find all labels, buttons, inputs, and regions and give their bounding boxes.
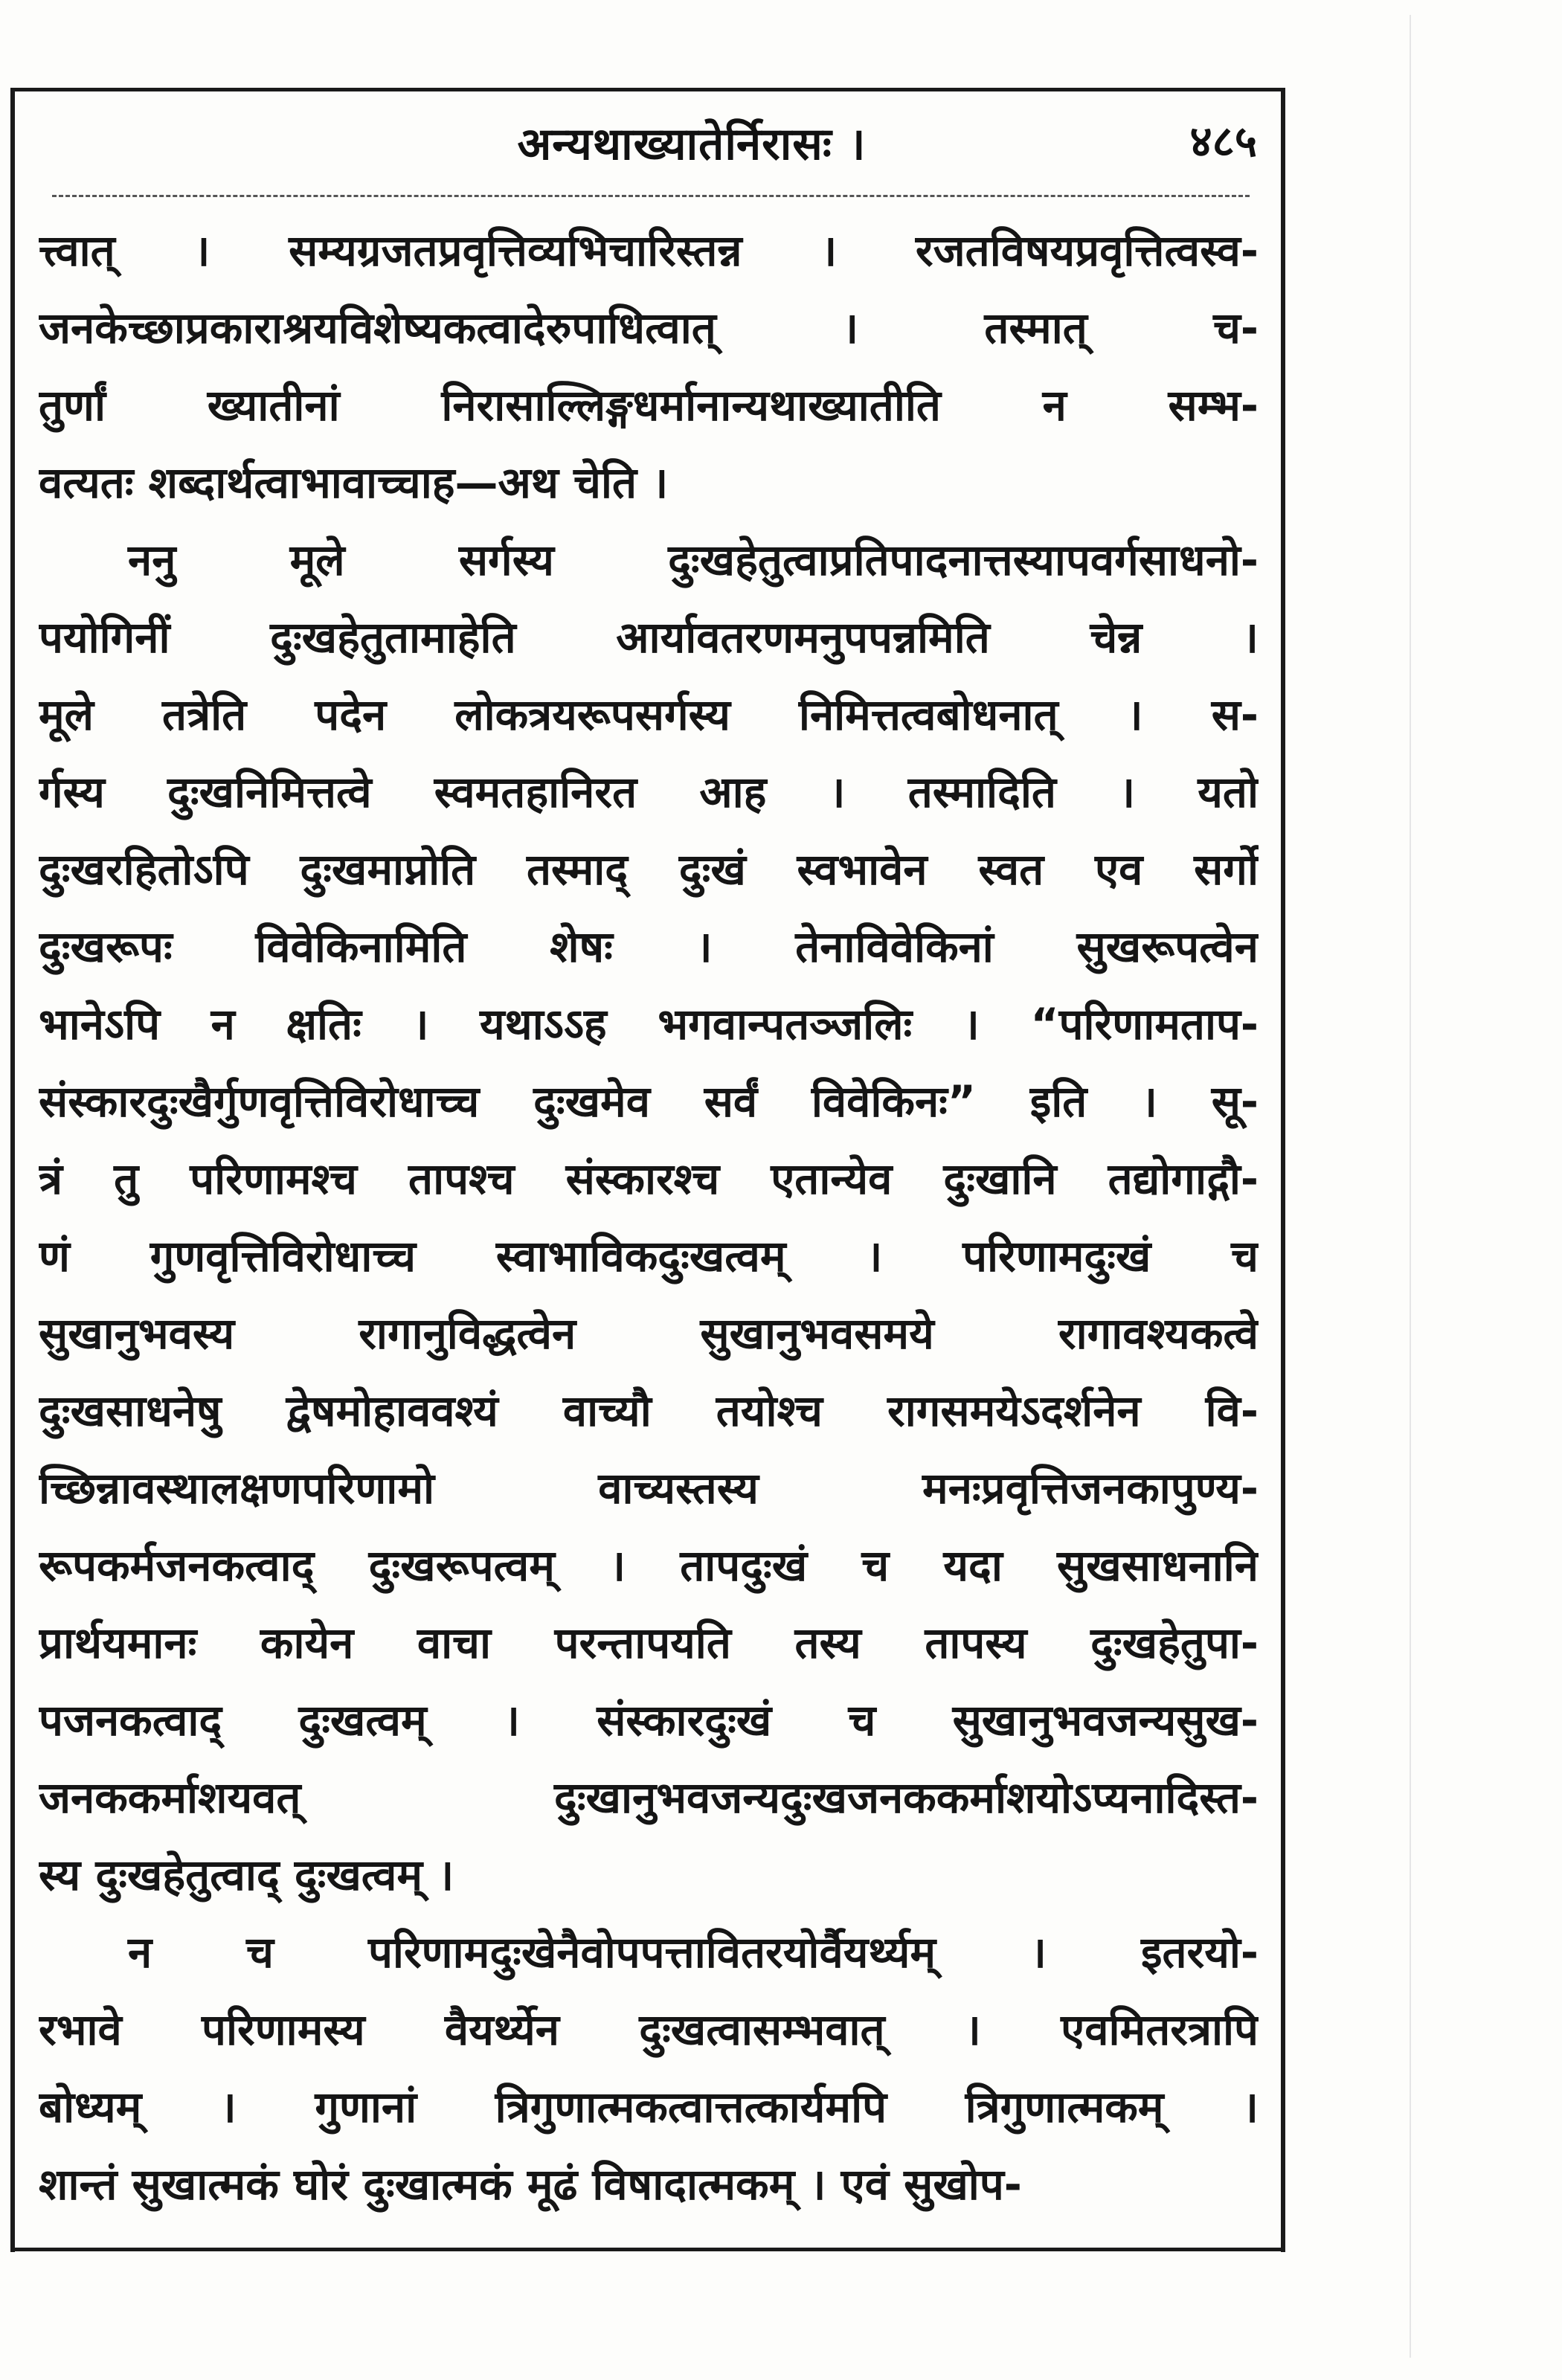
text-line: वत्यतः शब्दार्थत्वाभावाच्चाह—अथ चेति ।: [39, 457, 669, 508]
text-line: प्रार्थयमानः कायेन वाचा परन्तापयति तस्य तापस्य दुःखहेतुपा-: [39, 1618, 1259, 1668]
header-rule: [52, 195, 1250, 197]
paragraph: [39, 212, 1259, 521]
text-line: दुःखरूपः विवेकिनामिति शेषः । तेनाविवेकिनां सुखरूपत्वेन: [39, 922, 1259, 972]
text-line: संस्कारदुःखैर्गुणवृत्तिविरोधाच्च दुःखमेव सर्वं विवेकिनः” इति । सू-: [39, 1076, 1259, 1127]
text-line: भानेऽपि न क्षतिः । यथाऽऽह भगवान्पतञ्जलिः । “परिणामताप-: [39, 999, 1259, 1049]
text-line: च्छिन्नावस्थालक्षणपरिणामो वाच्यस्तस्य मनःप्रवृत्तिजनकापुण्य-: [39, 1463, 1259, 1514]
text-line: मूले तत्रेति पदेन लोकत्रयरूपसर्गस्य निमित्तत्वबोधनात् । स-: [39, 689, 1259, 740]
text-line: दुःखरहितोऽपि दुःखमाप्नोति तस्माद् दुःखं स्वभावेन स्वत एव सर्गो: [39, 844, 1259, 895]
text-line: त्त्वात् । सम्यग्रजतप्रवृत्तिव्यभिचारिस्तन्न । रजतविषयप्रवृत्तित्वस्व-: [39, 225, 1259, 276]
page-number: ४८५: [1189, 116, 1257, 167]
text-line: शान्तं सुखात्मकं घोरं दुःखात्मकं मूढं विषादात्मकम् । एवं सुखोप-: [39, 2159, 1022, 2210]
scan-edge-artifact: [1410, 15, 1411, 2358]
text-line: रूपकर्मजनकत्वाद् दुःखरूपत्वम् । तापदुःखं च यदा सुखसाधनानि: [39, 1540, 1259, 1591]
text-line: रभावे परिणामस्य वैयर्थ्येन दुःखत्वासम्भवात् । एवमितरत्रापि: [39, 2004, 1259, 2055]
page-header: [52, 104, 1257, 186]
text-line: न च परिणामदुःखेनैवोपपत्तावितरयोर्वैयर्थ्यम् । इतरयो-: [128, 1927, 1259, 1978]
page-frame-bottom: [10, 2248, 1285, 2251]
text-line: जनककर्माशयवत् दुःखानुभवजन्यदुःखजनककर्माशयोऽप्यनादिस्त-: [39, 1772, 1259, 1823]
page-frame-left: [10, 88, 15, 2252]
text-line: दुःखसाधनेषु द्वेषमोहाववश्यं वाच्यौ तयोश्च रागसमयेऽदर्शनेन वि-: [39, 1386, 1259, 1436]
paragraph: [39, 1914, 1259, 2223]
text-line: ननु मूले सर्गस्य दुःखहेतुत्वाप्रतिपादनात्तस्यापवर्गसाधनो-: [128, 535, 1259, 585]
text-line: स्य दुःखहेतुत्वाद् दुःखत्वम् ।: [39, 1850, 454, 1900]
text-line: णं गुणवृत्तिविरोधाच्च स्वाभाविकदुःखत्वम् । परिणामदुःखं च: [39, 1231, 1259, 1281]
text-line: सुखानुभवस्य रागानुविद्धत्वेन सुखानुभवसमये रागावश्यकत्वे: [39, 1308, 1259, 1359]
running-head: अन्यथाख्यातेर्निरासः ।: [517, 118, 867, 170]
text-line: त्रं तु परिणामश्च तापश्च संस्कारश्च एतान्येव दुःखानि तद्योगाद्गौ-: [39, 1154, 1259, 1204]
text-line: जनकेच्छाप्रकाराश्रयविशेष्यकत्वादेरुपाधित्वात् । तस्मात् च-: [39, 303, 1259, 353]
page-frame-top: [10, 88, 1284, 91]
text-line: र्गस्य दुःखनिमित्तत्वे स्वमतहानिरत आह । तस्मादिति । यतो: [39, 767, 1259, 817]
text-line: पजनकत्वाद् दुःखत्वम् । संस्कारदुःखं च सुखानुभवजन्यसुख-: [39, 1695, 1259, 1746]
text-line: बोध्यम् । गुणानां त्रिगुणात्मकत्वात्तत्कार्यमपि त्रिगुणात्मकम् ।: [39, 2082, 1259, 2132]
paragraph: [39, 521, 1259, 1914]
body-text: [39, 212, 1259, 2223]
text-line: पयोगिनीं दुःखहेतुतामाहेति आर्यावतरणमनुपपन्नमिति चेन्न ।: [39, 612, 1259, 663]
page-frame-right: [1281, 88, 1285, 2252]
text-line: तुर्णां ख्यातीनां निरासाल्लिङ्गधर्मानान्यथाख्यातीति न सम्भ-: [39, 380, 1259, 431]
